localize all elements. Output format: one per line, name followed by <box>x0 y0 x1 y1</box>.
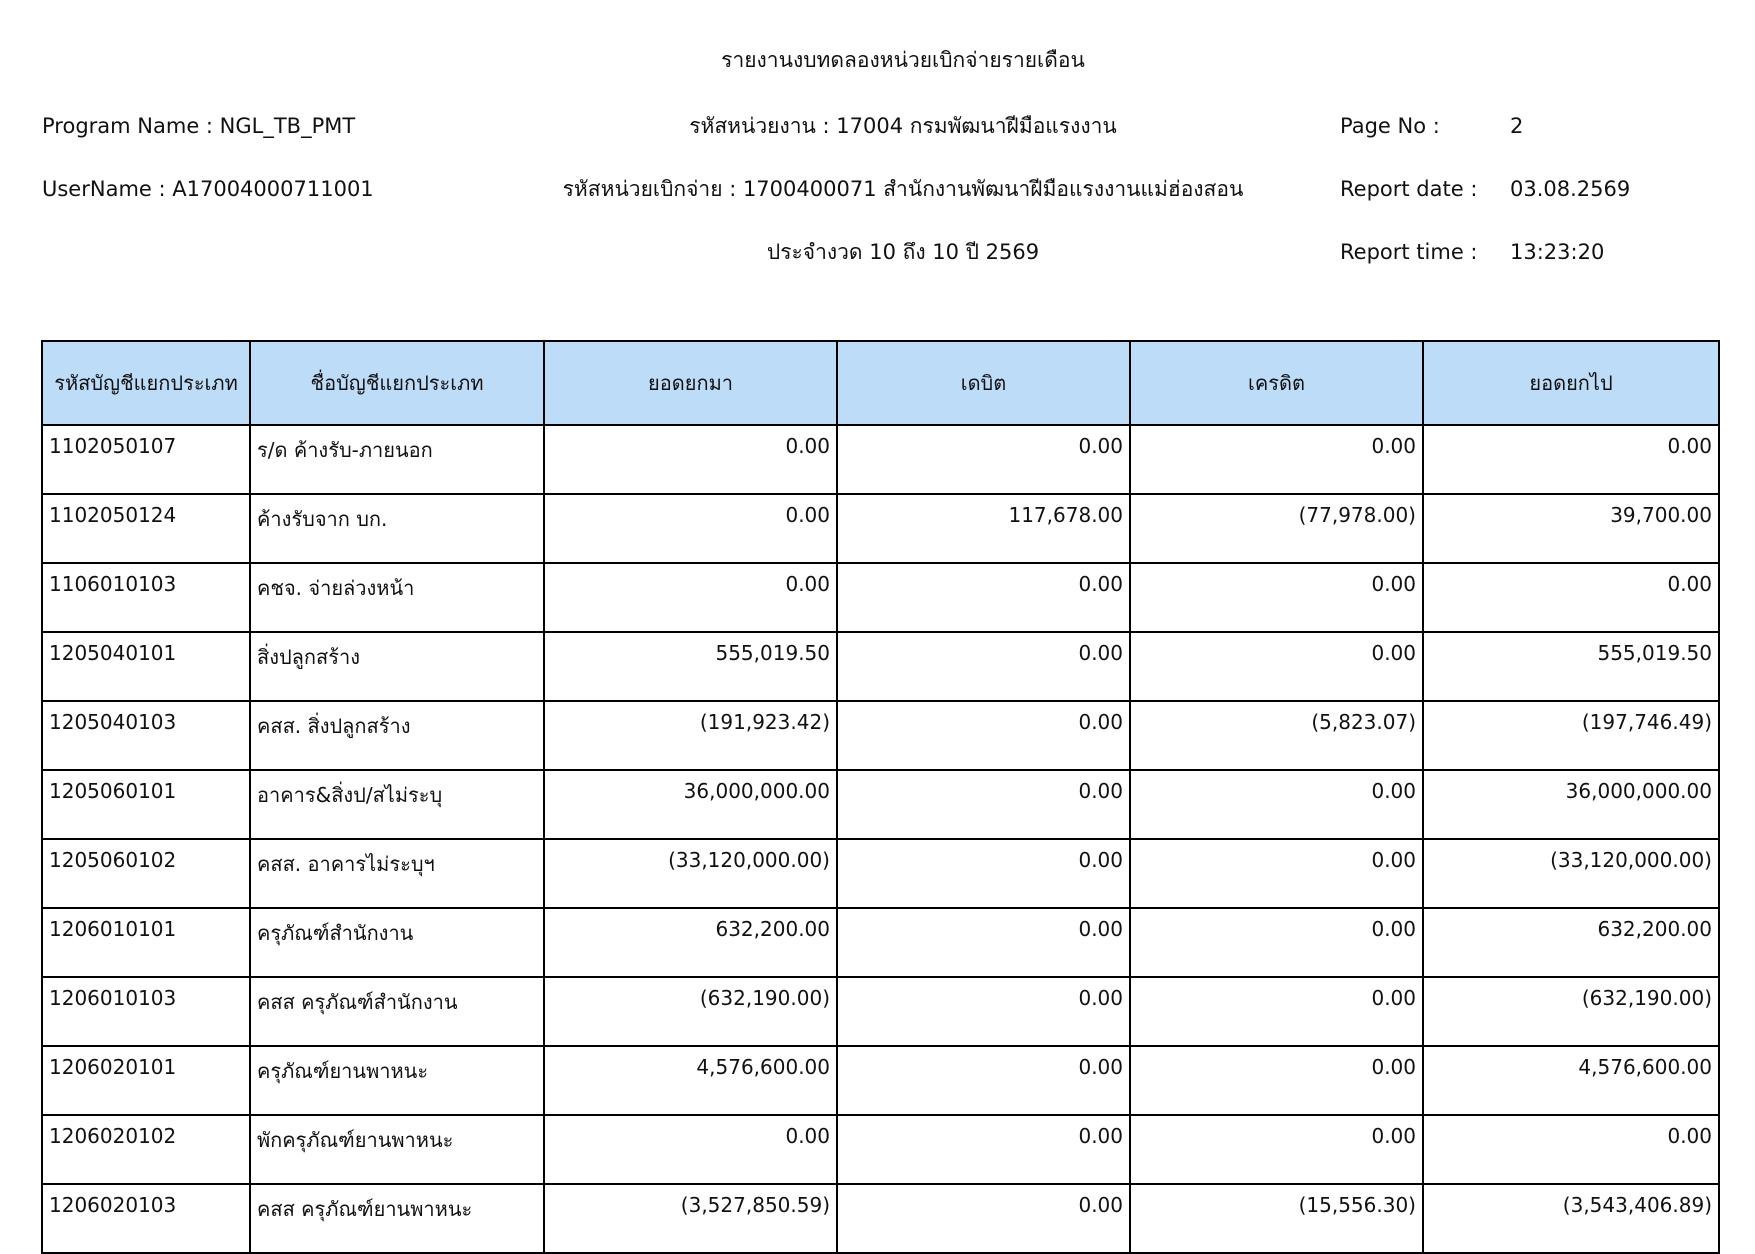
brought-forward-cell: (33,120,000.00) <box>544 839 837 908</box>
agency-line: รหัสหน่วยงาน : 17004 กรมพัฒนาฝีมือแรงงาน <box>689 114 1117 138</box>
account-code-cell: 1206010103 <box>42 977 250 1046</box>
table-row <box>42 701 1719 770</box>
account-code-cell: 1206020103 <box>42 1184 250 1253</box>
account-name-cell: พักครุภัณฑ์ยานพาหนะ <box>250 1115 544 1184</box>
table-row <box>42 770 1719 839</box>
carried-forward-cell: 632,200.00 <box>1423 908 1719 977</box>
brought-forward-cell: 0.00 <box>544 425 837 494</box>
report-time-value: 13:23:20 <box>1510 240 1605 264</box>
account-name-cell: คสส ครุภัณฑ์ยานพาหนะ <box>250 1184 544 1253</box>
carried-forward-cell: (33,120,000.00) <box>1423 839 1719 908</box>
column-header-credit: เครดิต <box>1130 341 1423 425</box>
credit-cell: (15,556.30) <box>1130 1184 1423 1253</box>
account-name-cell: คสส. สิ่งปลูกสร้าง <box>250 701 544 770</box>
debit-cell: 117,678.00 <box>837 494 1130 563</box>
report-date-label: Report date : <box>1340 177 1478 201</box>
brought-forward-cell: 555,019.50 <box>544 632 837 701</box>
account-name-cell: ค้างรับจาก บก. <box>250 494 544 563</box>
table-row <box>42 839 1719 908</box>
account-name-cell: ครุภัณฑ์สำนักงาน <box>250 908 544 977</box>
carried-forward-cell: 0.00 <box>1423 1115 1719 1184</box>
brought-forward-cell: 4,576,600.00 <box>544 1046 837 1115</box>
debit-cell: 0.00 <box>837 425 1130 494</box>
program-name: Program Name : NGL_TB_PMT <box>42 114 356 138</box>
account-code-cell: 1205040103 <box>42 701 250 770</box>
account-name-cell: ร/ด ค้างรับ-ภายนอก <box>250 425 544 494</box>
debit-cell: 0.00 <box>837 563 1130 632</box>
account-name-cell: ครุภัณฑ์ยานพาหนะ <box>250 1046 544 1115</box>
account-name-cell: สิ่งปลูกสร้าง <box>250 632 544 701</box>
credit-cell: 0.00 <box>1130 839 1423 908</box>
credit-cell: (77,978.00) <box>1130 494 1423 563</box>
table-row <box>42 563 1719 632</box>
credit-cell: 0.00 <box>1130 1115 1423 1184</box>
account-code-cell: 1206020102 <box>42 1115 250 1184</box>
debit-cell: 0.00 <box>837 839 1130 908</box>
credit-cell: 0.00 <box>1130 908 1423 977</box>
table-row <box>42 632 1719 701</box>
period-line: ประจำงวด 10 ถึง 10 ปี 2569 <box>766 240 1040 264</box>
brought-forward-cell: (3,527,850.59) <box>544 1184 837 1253</box>
table-row <box>42 494 1719 563</box>
account-code-cell: 1205060101 <box>42 770 250 839</box>
account-name-cell: คสส. อาคารไม่ระบุฯ <box>250 839 544 908</box>
brought-forward-cell: (632,190.00) <box>544 977 837 1046</box>
account-name-cell: คชจ. จ่ายล่วงหน้า <box>250 563 544 632</box>
carried-forward-cell: (3,543,406.89) <box>1423 1184 1719 1253</box>
header-row <box>42 341 1719 425</box>
credit-cell: 0.00 <box>1130 977 1423 1046</box>
table-row <box>42 977 1719 1046</box>
column-header-carried-forward: ยอดยกไป <box>1423 341 1719 425</box>
account-code-cell: 1102050107 <box>42 425 250 494</box>
brought-forward-cell: 0.00 <box>544 563 837 632</box>
debit-cell: 0.00 <box>837 701 1130 770</box>
carried-forward-cell: 36,000,000.00 <box>1423 770 1719 839</box>
account-name-cell: คสส ครุภัณฑ์สำนักงาน <box>250 977 544 1046</box>
report-date-value: 03.08.2569 <box>1510 177 1631 201</box>
column-header-debit: เดบิต <box>837 341 1130 425</box>
debit-cell: 0.00 <box>837 770 1130 839</box>
brought-forward-cell: 0.00 <box>544 494 837 563</box>
credit-cell: 0.00 <box>1130 563 1423 632</box>
table-row <box>42 1046 1719 1115</box>
column-header-account-name: ชื่อบัญชีแยกประเภท <box>250 341 544 425</box>
brought-forward-cell: 0.00 <box>544 1115 837 1184</box>
table-header <box>42 341 1719 425</box>
column-header-account-code: รหัสบัญชีแยกประเภท <box>42 341 250 425</box>
page-no-value: 2 <box>1510 114 1524 138</box>
column-header-brought-forward: ยอดยกมา <box>544 341 837 425</box>
table-row <box>42 1184 1719 1253</box>
debit-cell: 0.00 <box>837 977 1130 1046</box>
account-code-cell: 1205040101 <box>42 632 250 701</box>
carried-forward-cell: 0.00 <box>1423 425 1719 494</box>
account-code-cell: 1106010103 <box>42 563 250 632</box>
disbursement-unit-line: รหัสหน่วยเบิกจ่าย : 1700400071 สำนักงานพัฒนาฝีมือแรงงานแม่ฮ่องสอน <box>562 177 1244 201</box>
account-code-cell: 1102050124 <box>42 494 250 563</box>
carried-forward-cell: 0.00 <box>1423 563 1719 632</box>
carried-forward-cell: (632,190.00) <box>1423 977 1719 1046</box>
report-title: รายงานงบทดลองหน่วยเบิกจ่ายรายเดือน <box>721 48 1085 72</box>
carried-forward-cell: 555,019.50 <box>1423 632 1719 701</box>
account-name-cell: อาคาร&สิ่งป/สไม่ระบุ <box>250 770 544 839</box>
carried-forward-cell: (197,746.49) <box>1423 701 1719 770</box>
table-row <box>42 908 1719 977</box>
credit-cell: 0.00 <box>1130 425 1423 494</box>
debit-cell: 0.00 <box>837 1184 1130 1253</box>
table-body <box>42 425 1719 1253</box>
brought-forward-cell: (191,923.42) <box>544 701 837 770</box>
account-code-cell: 1206010101 <box>42 908 250 977</box>
account-code-cell: 1206020101 <box>42 1046 250 1115</box>
report-time-label: Report time : <box>1340 240 1478 264</box>
table-row <box>42 425 1719 494</box>
credit-cell: 0.00 <box>1130 770 1423 839</box>
credit-cell: 0.00 <box>1130 632 1423 701</box>
carried-forward-cell: 4,576,600.00 <box>1423 1046 1719 1115</box>
debit-cell: 0.00 <box>837 632 1130 701</box>
table-row <box>42 1115 1719 1184</box>
trial-balance-table <box>41 340 1720 1254</box>
debit-cell: 0.00 <box>837 908 1130 977</box>
carried-forward-cell: 39,700.00 <box>1423 494 1719 563</box>
brought-forward-cell: 36,000,000.00 <box>544 770 837 839</box>
user-name: UserName : A17004000711001 <box>42 177 374 201</box>
debit-cell: 0.00 <box>837 1115 1130 1184</box>
account-code-cell: 1205060102 <box>42 839 250 908</box>
credit-cell: 0.00 <box>1130 1046 1423 1115</box>
debit-cell: 0.00 <box>837 1046 1130 1115</box>
brought-forward-cell: 632,200.00 <box>544 908 837 977</box>
page-no-label: Page No : <box>1340 114 1440 138</box>
credit-cell: (5,823.07) <box>1130 701 1423 770</box>
